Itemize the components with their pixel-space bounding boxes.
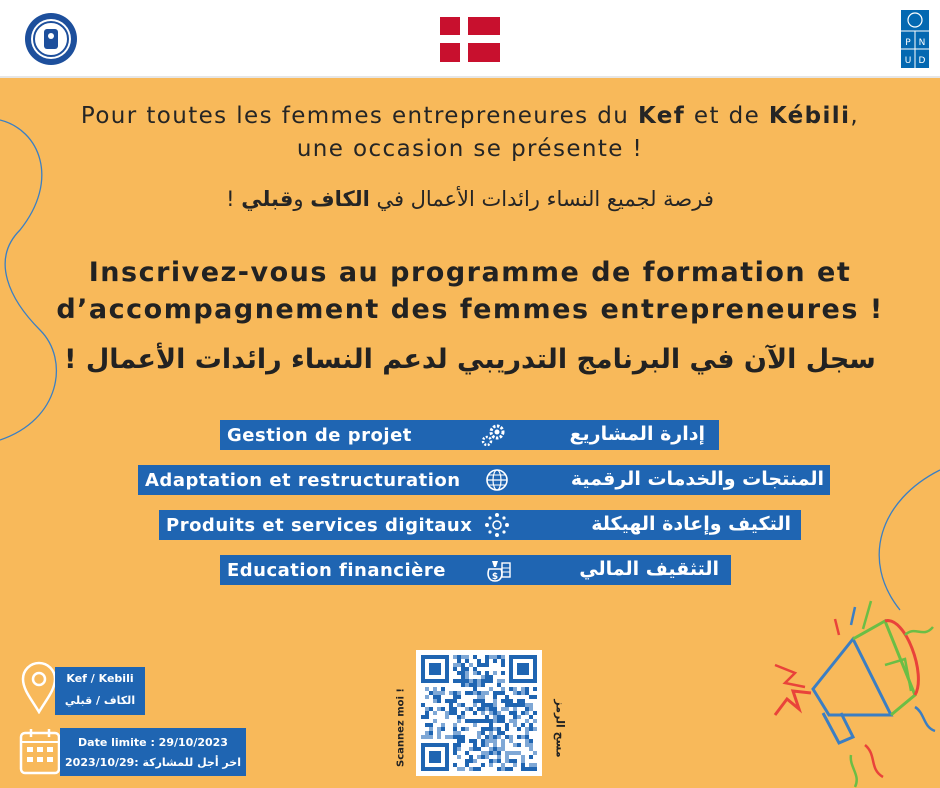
- location-pin-icon: [20, 660, 58, 714]
- module-bar-financial-education: [220, 555, 731, 585]
- deadline-box: [60, 728, 246, 776]
- module-ar-label: التثقيف المالي: [579, 558, 719, 580]
- module-fr-label: Produits et services digitaux: [166, 515, 473, 536]
- headline-french: Inscrivez-vous au programme de formation et d’accompagnement des femmes entrepreneures !: [56, 257, 884, 325]
- tunisia-seal-icon: [24, 12, 78, 66]
- module-ar-label: إدارة المشاريع: [569, 423, 705, 445]
- module-ar-label: التكيف وإعادة الهيكلة: [591, 513, 791, 535]
- undp-letter-p: P: [905, 38, 911, 48]
- intro-arabic: [0, 184, 940, 214]
- undp-letter-n: N: [918, 38, 926, 48]
- megaphone-icon: [765, 595, 940, 788]
- intro-ar-kebili: قبلي: [241, 187, 294, 211]
- location-fr: Kef / Kebili: [66, 672, 134, 685]
- headline-arabic: سجل الآن في البرنامج التدريبي لدعم النساء رائدات الأعمال !: [64, 344, 876, 375]
- location-box: [55, 667, 145, 715]
- intro-french: [0, 100, 940, 166]
- module-fr-label: Education financière: [227, 560, 446, 581]
- calendar-icon: [18, 727, 62, 777]
- intro-fr-text-2: et de: [685, 103, 769, 129]
- module-bar-adaptation: [138, 465, 830, 495]
- intro-fr-kef: Kef: [637, 103, 686, 129]
- undp-logo-icon: [901, 10, 929, 68]
- location-ar: الكاف / قبلي: [64, 694, 136, 707]
- svg-text:$: $: [491, 572, 499, 582]
- module-fr-label: Adaptation et restructuration: [145, 470, 461, 491]
- denmark-flag-icon: [440, 17, 500, 62]
- intro-ar-text-2: و: [293, 187, 311, 211]
- module-bar-digital-services: [159, 510, 801, 540]
- deadline-ar: اخر أجل للمشاركة :2023/10/29: [65, 756, 241, 769]
- module-ar-label: المنتجات والخدمات الرقمية: [570, 468, 824, 490]
- undp-letter-d: D: [918, 56, 926, 66]
- intro-ar-text-1: فرصة لجميع النساء رائدات الأعمال في: [369, 187, 714, 211]
- scan-me-label-fr: Scannez moi !: [395, 688, 407, 767]
- gears-icon: [479, 422, 507, 448]
- intro-ar-kef: الكاف: [310, 187, 370, 211]
- module-fr-label: Gestion de projet: [227, 425, 412, 446]
- intro-ar-text-3: !: [226, 187, 242, 211]
- money-bag-icon: [484, 557, 512, 583]
- scan-me-label-ar: مسح الرمز: [553, 699, 567, 758]
- intro-fr-text-1: Pour toutes les femmes entrepreneures du: [80, 103, 638, 129]
- qr-code-icon: [416, 650, 542, 776]
- qr-code[interactable]: [416, 650, 542, 776]
- digital-globe-icon: [483, 467, 511, 493]
- deadline-fr: Date limite : 29/10/2023: [78, 736, 228, 749]
- intro-fr-kebili: Kébili: [768, 103, 851, 129]
- network-hub-icon: [483, 512, 511, 538]
- header-bar: [0, 0, 940, 78]
- module-bar-project-management: [220, 420, 719, 450]
- undp-letter-u: U: [904, 56, 912, 66]
- intro-fr-text-3: , une occasion se présente !: [296, 103, 860, 162]
